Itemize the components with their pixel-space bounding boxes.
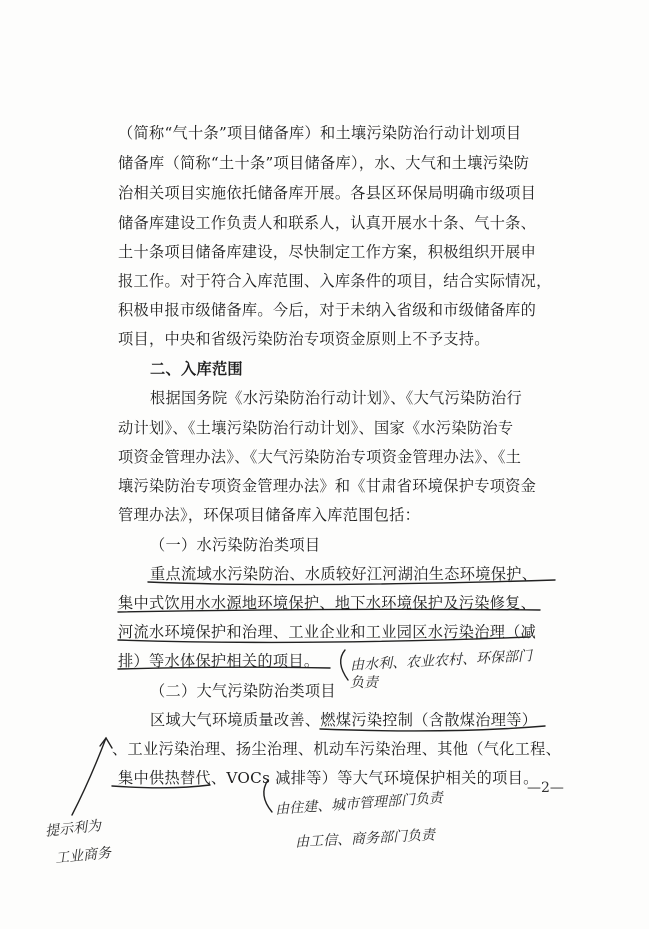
body-line: 排）等水体保护相关的项目。 — [118, 652, 320, 670]
handwritten-note: 工业商务 — [54, 845, 112, 867]
handwritten-note: 由住建、城市管理部门负责 — [274, 790, 444, 818]
body-line: 治相关项目实施依托储备库开展。各县区环保局明确市级项目 — [118, 184, 537, 202]
body-line: 项目，中央和省级污染防治专项资金原则上不予支持。 — [118, 330, 490, 348]
body-line: 重点流域水污染防治、水质较好江河湖泊生态环境保护、 — [150, 565, 538, 583]
body-line: 报工作。对于符合入库范围、入库条件的项目，结合实际情况， — [118, 272, 552, 290]
handwritten-note: 负责 — [350, 675, 378, 691]
subsection-heading: （二）大气污染防治类项目 — [150, 682, 336, 700]
body-line: （简称“气十条”项目储备库）和土壤污染防治行动计划项目 — [118, 124, 522, 142]
body-line: 河流水环境保护和治理、工业企业和工业园区水污染治理（减 — [118, 623, 537, 641]
body-line: 区域大气环境质量改善、燃煤污染控制（含散煤治理等） — [150, 711, 538, 729]
body-line: 管理办法》，环保项目储备库入库范围包括： — [118, 506, 421, 524]
handwritten-note: 由工信、商务部门负责 — [294, 827, 436, 851]
handwritten-note: 提示利为 — [44, 818, 102, 840]
page-number: —2— — [527, 780, 564, 796]
handwritten-note: 由水利、农业农村、环保部门 — [349, 648, 533, 674]
section-heading: 二、入库范围 — [150, 360, 243, 378]
body-line: 积极申报市级储备库。今后，对于未纳入省级和市级储备库的 — [118, 301, 537, 319]
body-line: 、工业污染治理、扬尘治理、机动车污染治理、其他（气化工程、 — [112, 740, 562, 758]
body-line: 项资金管理办法》、《大气污染防治专项资金管理办法》、《土 — [118, 448, 522, 466]
arrow-icon — [100, 738, 112, 748]
arrow-icon — [72, 738, 106, 815]
body-line: 动计划》、《土壤污染防治行动计划》、国家《水污染防治专 — [118, 419, 514, 437]
body-line: 根据国务院《水污染防治行动计划》、《大气污染防治行 — [150, 389, 522, 407]
body-line: 储备库建设工作负责人和联系人，认真开展水十条、气十条、 — [118, 214, 537, 232]
body-line: 储备库（简称“土十条”项目储备库），水、大气和土壤污染防 — [118, 154, 530, 172]
subsection-heading: （一）水污染防治类项目 — [150, 536, 321, 554]
body-line: 壤污染防治专项资金管理办法》和《甘肃省环境保护专项资金 — [118, 477, 537, 495]
bracket-mark — [341, 650, 348, 680]
body-line: 土十条项目储备库建设，尽快制定工作方案，积极组织开展申 — [118, 243, 537, 261]
body-line: 集中供热替代、VOCs 减排等）等大气环境保护相关的项目。 — [118, 769, 539, 787]
body-line: 集中式饮用水水源地环境保护、地下水环境保护及污染修复、 — [118, 594, 537, 612]
